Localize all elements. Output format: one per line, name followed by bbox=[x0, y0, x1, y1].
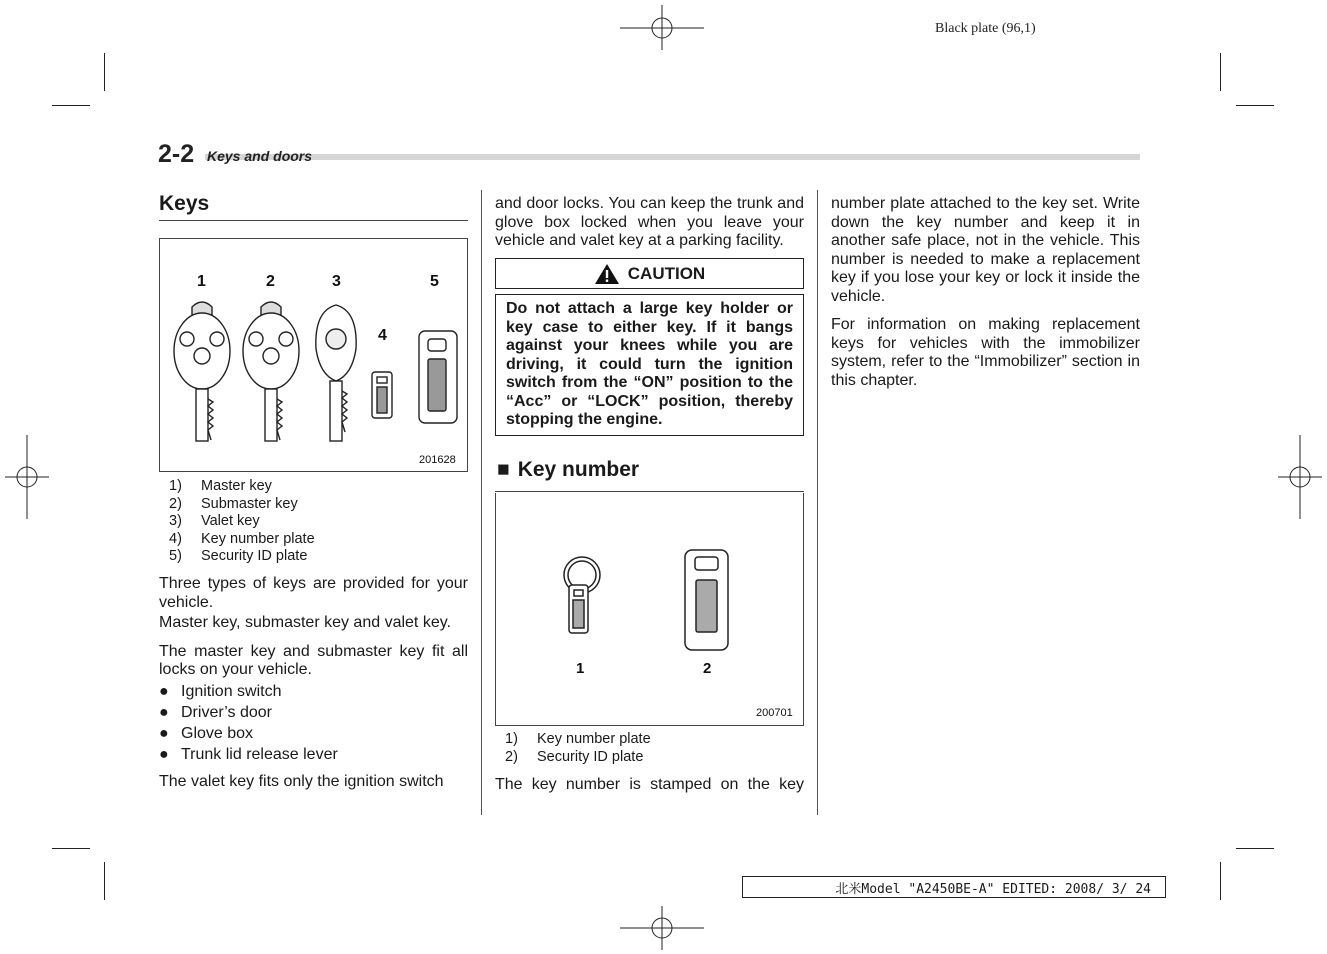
key-number-plate-icon bbox=[372, 372, 392, 418]
paragraph: Master key, submaster key and valet key. bbox=[159, 614, 451, 631]
submaster-key-icon bbox=[243, 302, 299, 441]
master-key-icon bbox=[174, 302, 230, 441]
list-item: ● Trunk lid release lever bbox=[159, 745, 338, 763]
heading-rule bbox=[159, 220, 468, 221]
caution-body: Do not attach a large key holder or key case to either key. If it bangs against your knees while you are driving, it could turn the ignition switch from the “ON” position to the “Acc” or “LOCK” position, thereby stopping the engine. bbox=[495, 294, 804, 436]
legend-item: 3) Valet key bbox=[169, 513, 260, 529]
edit-footer: 北米Model "A2450BE-A" EDITED: 2008/ 3/ 24 bbox=[742, 876, 1166, 898]
keys-legend bbox=[169, 478, 468, 566]
security-id-plate-icon bbox=[685, 550, 728, 650]
paragraph: The valet key fits only the ignition switch bbox=[159, 773, 444, 790]
list-item: ● Ignition switch bbox=[159, 682, 282, 700]
plate-label: Black plate (96,1) bbox=[935, 21, 1036, 36]
figure-code: 201628 bbox=[419, 454, 456, 466]
paragraph: The key number is stamped on the key bbox=[495, 776, 804, 793]
legend-item: 5) Security ID plate bbox=[169, 548, 308, 564]
figure-label-3: 3 bbox=[332, 273, 341, 290]
keys-figure bbox=[159, 238, 468, 472]
keys-heading: Keys bbox=[159, 192, 210, 215]
column-1 bbox=[159, 192, 468, 215]
column-3 bbox=[831, 195, 1140, 390]
paragraph: number plate attached to the key set. Write down the key number and keep it in another safe place, not in the vehicle. This number is needed to make a replacement key if you lose your key or lock it inside the vehicle. bbox=[831, 195, 1140, 305]
figure-label-1: 1 bbox=[576, 660, 585, 677]
column-2-intro bbox=[495, 195, 804, 251]
key-number-heading: ■ Key number bbox=[497, 458, 640, 481]
paragraph: For information on making replacement keys for vehicles with the immobilizer system, refer to the “Immobilizer” section in this chapter. bbox=[831, 316, 1140, 389]
paragraph: Three types of keys are provided for your vehicle. bbox=[159, 575, 468, 611]
figure-label-2: 2 bbox=[266, 273, 275, 290]
column-2-outro bbox=[495, 776, 804, 795]
key-number-legend bbox=[505, 731, 804, 766]
figure-label-5: 5 bbox=[430, 273, 439, 290]
key-number-figure bbox=[495, 493, 804, 726]
legend-item: 2) Security ID plate bbox=[505, 748, 644, 765]
figure-label-1: 1 bbox=[197, 273, 206, 290]
valet-key-icon bbox=[316, 305, 356, 441]
column-divider bbox=[817, 190, 818, 815]
security-id-plate-icon bbox=[419, 331, 457, 423]
list-item: ● Driver’s door bbox=[159, 703, 272, 721]
key-number-plate-icon bbox=[564, 557, 600, 633]
legend-item: 2) Submaster key bbox=[169, 495, 298, 512]
paragraph: and door locks. You can keep the trunk and glove box locked when you leave your vehicle and valet key at a parking facility. bbox=[495, 195, 804, 249]
caution-header bbox=[495, 258, 804, 289]
caution-title: CAUTION bbox=[627, 263, 706, 283]
warning-icon bbox=[594, 263, 620, 285]
paragraph: The master key and submaster key fit all locks on your vehicle. bbox=[159, 642, 468, 678]
lock-list bbox=[159, 683, 468, 765]
page-number: 2-2 bbox=[158, 140, 195, 168]
keys-illustration bbox=[160, 239, 467, 471]
legend-item: 1) Key number plate bbox=[505, 731, 651, 747]
list-item: ● Glove box bbox=[159, 724, 254, 742]
key-number-illustration bbox=[496, 493, 803, 725]
figure-label-2: 2 bbox=[703, 660, 712, 677]
keys-body bbox=[159, 575, 468, 792]
legend-item: 1) Master key bbox=[169, 478, 272, 494]
column-divider bbox=[481, 190, 482, 815]
square-bullet-icon: ■ bbox=[497, 458, 510, 481]
heading-rule bbox=[495, 491, 804, 492]
section-title: Keys and doors bbox=[207, 148, 313, 164]
header-bar bbox=[205, 154, 1140, 160]
figure-label-4: 4 bbox=[378, 327, 387, 344]
figure-code: 200701 bbox=[756, 707, 793, 719]
legend-item: 4) Key number plate bbox=[169, 530, 315, 547]
